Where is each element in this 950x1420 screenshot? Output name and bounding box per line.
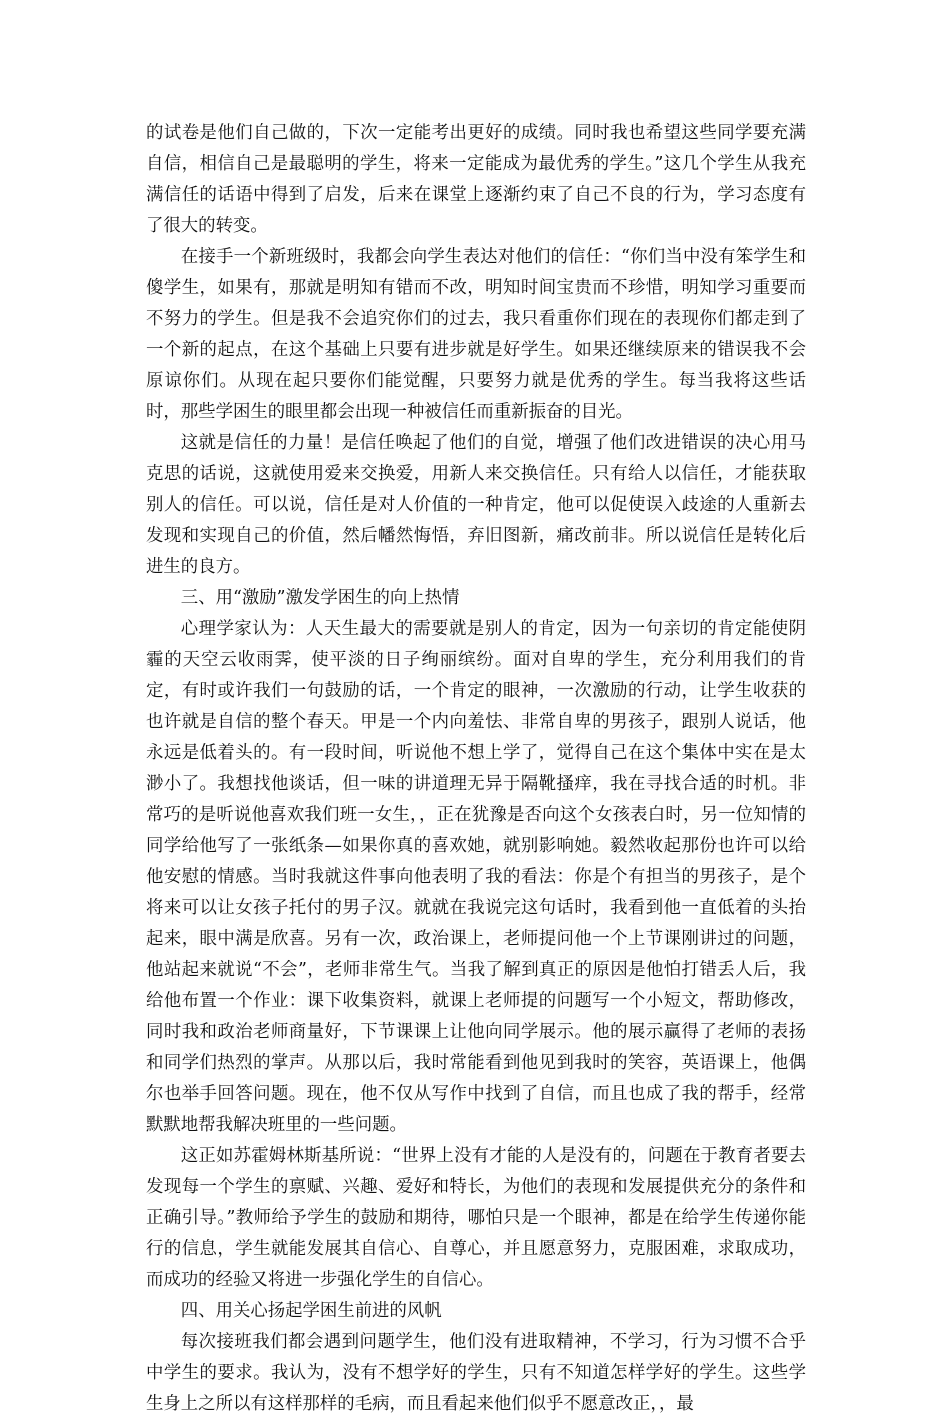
paragraph-problem-students: 每次接班我们都会遇到问题学生，他们没有进取精神，不学习，行为习惯不合乎中学生的要求。我认为，没有不想学好的学生，只有不知道怎样学好的学生。这些学生身上之所以有这样那样的毛病，而且看起来他们似乎不愿意改正，，最 (146, 1332, 806, 1414)
section-heading-4: 四、用关心扬起学困生前进的风帆 (180, 1301, 442, 1321)
section-heading-3: 三、用“激励”激发学困生的向上热情 (180, 588, 460, 608)
paragraph-sukhomlinsky-quote: 这正如苏霍姆林斯基所说：“世界上没有才能的人是没有的，问题在于教育者要去发现每一个学生的禀赋、兴趣、爱好和特长，为他们的表现和发展提供充分的条件和正确引导。”教师给予学生的鼓励和期待，哪怕只是一个眼神，都是在给学生传递你能行的信息，学生就能发展其自信心、自尊心，并且愿意努力，克服困难，求取成功，而成功的经验又将进一步强化学生的自信心。 (146, 1146, 806, 1290)
document-page (146, 118, 806, 1420)
paragraph-encouragement-story: 心理学家认为：人天生最大的需要就是别人的肯定，因为一句亲切的肯定能使阴霾的天空云收雨霁，使平淡的日子绚丽缤纷。面对自卑的学生，充分利用我们的肯定，有时或许我们一句鼓励的话，一个肯定的眼神，一次激励的行动，让学生收获的也许就是自信的整个春天。甲是一个内向羞怯、非常自卑的男孩子，跟别人说话，他永远是低着头的。有一段时间，听说他不想上学了，觉得自己在这个集体中实在是太渺小了。我想找他谈话，但一味的讲道理无异于隔靴搔痒，我在寻找合适的时机。非常巧的是听说他喜欢我们班一女生，，正在犹豫是否向这个女孩表白时，另一位知情的同学给他写了一张纸条—如果你真的喜欢她，就别影响她。毅然收起那份也许可以给他安慰的情感。当时我就这件事向他表明了我的看法：你是个有担当的男孩子，是个将来可以让女孩子托付的男子汉。就就在我说完这句话时，我看到他一直低着的头抬起来，眼中满是欣喜。另有一次，政治课上，老师提问他一个上节课刚讲过的问题，他站起来就说“不会”，老师非常生气。当我了解到真正的原因是他怕打错丢人后，我给他布置一个作业：课下收集资料，就课上老师提的问题写一个小短文，帮助修改，同时我和政治老师商量好，下节课课上让他向同学展示。他的展示赢得了老师的表扬和同学们热烈的掌声。从那以后，我时常能看到他见到我时的笑容，英语课上，他偶尔也举手回答问题。现在，他不仅从写作中找到了自信，而且也成了我的帮手，经常默默地帮我解决班里的一些问题。 (146, 619, 806, 1135)
paragraph-continuation: 的试卷是他们自己做的，下次一定能考出更好的成绩。同时我也希望这些同学要充满自信，相信自己是最聪明的学生，将来一定能成为最优秀的学生。”这几个学生从我充满信任的话语中得到了启发，后来在课堂上逐渐约束了自己不良的行为，学习态度有了很大的转变。 (146, 123, 806, 236)
paragraph-power-of-trust: 这就是信任的力量！是信任唤起了他们的自觉，增强了他们改进错误的决心用马克思的话说，这就使用爱来交换爱，用新人来交换信任。只有给人以信任，才能获取别人的信任。可以说，信任是对人价值的一种肯定，他可以促使误入歧途的人重新去发现和实现自己的价值，然后幡然悔悟，弃旧图新，痛改前非。所以说信任是转化后进生的良方。 (146, 433, 806, 577)
paragraph-trust-new-class: 在接手一个新班级时，我都会向学生表达对他们的信任：“你们当中没有笨学生和傻学生，如果有，那就是明知有错而不改，明知时间宝贵而不珍惜，明知学习重要而不努力的学生。但是我不会追究你们的过去，我只看重你们现在的表现你们都走到了一个新的起点，在这个基础上只要有进步就是好学生。如果还继续原来的错误我不会原谅你们。从现在起只要你们能觉醒，只要努力就是优秀的学生。每当我将这些话时，那些学困生的眼里都会出现一种被信任而重新振奋的目光。 (146, 247, 806, 422)
